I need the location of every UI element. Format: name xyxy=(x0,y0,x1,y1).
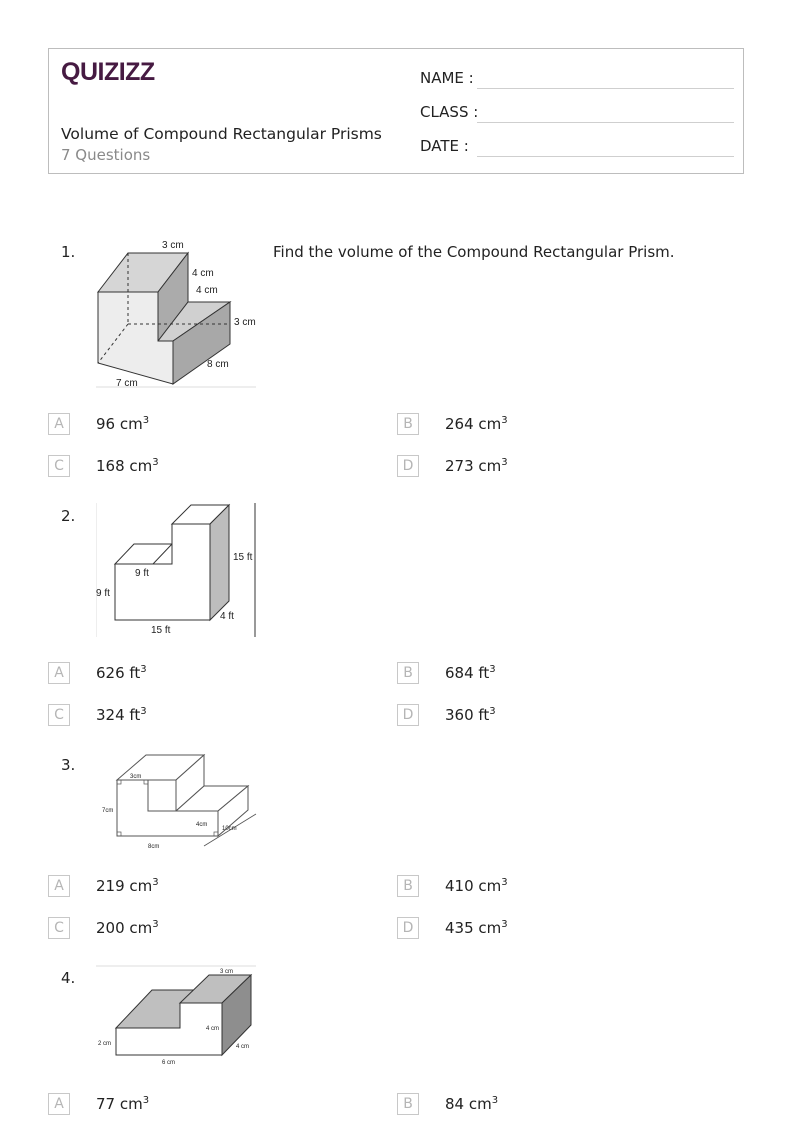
fig1-label-4a: 4 cm xyxy=(192,268,214,279)
option-d-box[interactable]: D xyxy=(397,917,419,939)
option-d-box[interactable]: D xyxy=(397,704,419,726)
option-c-box[interactable]: C xyxy=(48,455,70,477)
date-line xyxy=(477,156,734,157)
option-d[interactable]: 273 $cm^3$ xyxy=(445,457,508,475)
class-line xyxy=(477,122,734,123)
option-b-box[interactable]: B xyxy=(397,1093,419,1115)
fig2-label-9b: 9 ft xyxy=(96,588,110,599)
quizizz-logo: QUIZIZZ xyxy=(61,58,155,86)
option-a-box[interactable]: A xyxy=(48,662,70,684)
option-a-box[interactable]: A xyxy=(48,413,70,435)
option-d-box[interactable]: D xyxy=(397,455,419,477)
fig3-label-8: 8cm xyxy=(148,844,160,850)
fig1-label-top: 3 cm xyxy=(162,240,184,251)
option-c-box[interactable]: C xyxy=(48,704,70,726)
fig4-label-6: 6 cm xyxy=(162,1060,176,1066)
option-b-box[interactable]: B xyxy=(397,413,419,435)
option-b-box[interactable]: B xyxy=(397,662,419,684)
fig1-label-3: 3 cm xyxy=(234,317,256,328)
fig4-label-4a: 4 cm xyxy=(206,1026,220,1032)
option-c[interactable]: 324 $ft^3$ xyxy=(96,706,147,724)
option-b[interactable]: 264 $cm^3$ xyxy=(445,415,508,433)
question-number: 3. xyxy=(61,756,76,774)
fig3-label-7: 7cm xyxy=(102,808,114,814)
fig2-label-15a: 15 ft xyxy=(233,552,253,563)
worksheet-header xyxy=(48,48,744,174)
class-field[interactable] xyxy=(420,103,734,125)
option-c-box[interactable]: C xyxy=(48,917,70,939)
compound-prism-figure-3 xyxy=(96,752,268,852)
option-a-box[interactable]: A xyxy=(48,875,70,897)
option-a[interactable]: 77 $cm^3$ xyxy=(96,1095,150,1113)
option-a[interactable]: 219 $cm^3$ xyxy=(96,877,159,895)
compound-prism-figure-1 xyxy=(96,236,256,388)
fig1-label-7: 7 cm xyxy=(116,378,138,388)
option-a[interactable]: 96 $cm^3$ xyxy=(96,415,150,433)
question-text: Find the volume of the Compound Rectangular Prism. xyxy=(273,243,675,261)
name-field[interactable] xyxy=(420,69,734,91)
fig4-label-4b: 4 cm xyxy=(236,1044,250,1050)
question-number: 2. xyxy=(61,507,76,525)
question-count: 7 Questions xyxy=(61,146,151,164)
compound-prism-figure-4 xyxy=(96,965,258,1070)
fig1-label-4b: 4 cm xyxy=(196,285,218,296)
date-field[interactable] xyxy=(420,137,734,159)
option-d[interactable]: 360 $ft^3$ xyxy=(445,706,496,724)
date-label: DATE : xyxy=(420,137,469,155)
compound-prism-figure-2 xyxy=(96,503,258,637)
option-d[interactable]: 435 $cm^3$ xyxy=(445,919,508,937)
fig3-label-10: 10cm xyxy=(222,826,237,832)
option-c[interactable]: 200 $cm^3$ xyxy=(96,919,159,937)
name-label: NAME : xyxy=(420,69,474,87)
option-b-box[interactable]: B xyxy=(397,875,419,897)
fig2-label-9a: 9 ft xyxy=(135,568,149,579)
fig4-label-3: 3 cm xyxy=(220,969,234,975)
fig3-label-3: 3cm xyxy=(130,774,142,780)
option-b[interactable]: 410 $cm^3$ xyxy=(445,877,508,895)
option-a-box[interactable]: A xyxy=(48,1093,70,1115)
fig3-label-4: 4cm xyxy=(196,822,208,828)
question-number: 4. xyxy=(61,969,76,987)
worksheet-title: Volume of Compound Rectangular Prisms xyxy=(61,125,382,143)
option-b[interactable]: 84 $cm^3$ xyxy=(445,1095,499,1113)
option-c[interactable]: 168 $cm^3$ xyxy=(96,457,159,475)
fig1-label-8: 8 cm xyxy=(207,359,229,370)
fig2-label-15b: 15 ft xyxy=(151,625,171,636)
option-a[interactable]: 626 $ft^3$ xyxy=(96,664,147,682)
fig4-label-2: 2 cm xyxy=(98,1041,112,1047)
fig2-label-4: 4 ft xyxy=(220,611,234,622)
class-label: CLASS : xyxy=(420,103,479,121)
question-number: 1. xyxy=(61,243,76,261)
option-b[interactable]: 684 $ft^3$ xyxy=(445,664,496,682)
name-line xyxy=(477,88,734,89)
